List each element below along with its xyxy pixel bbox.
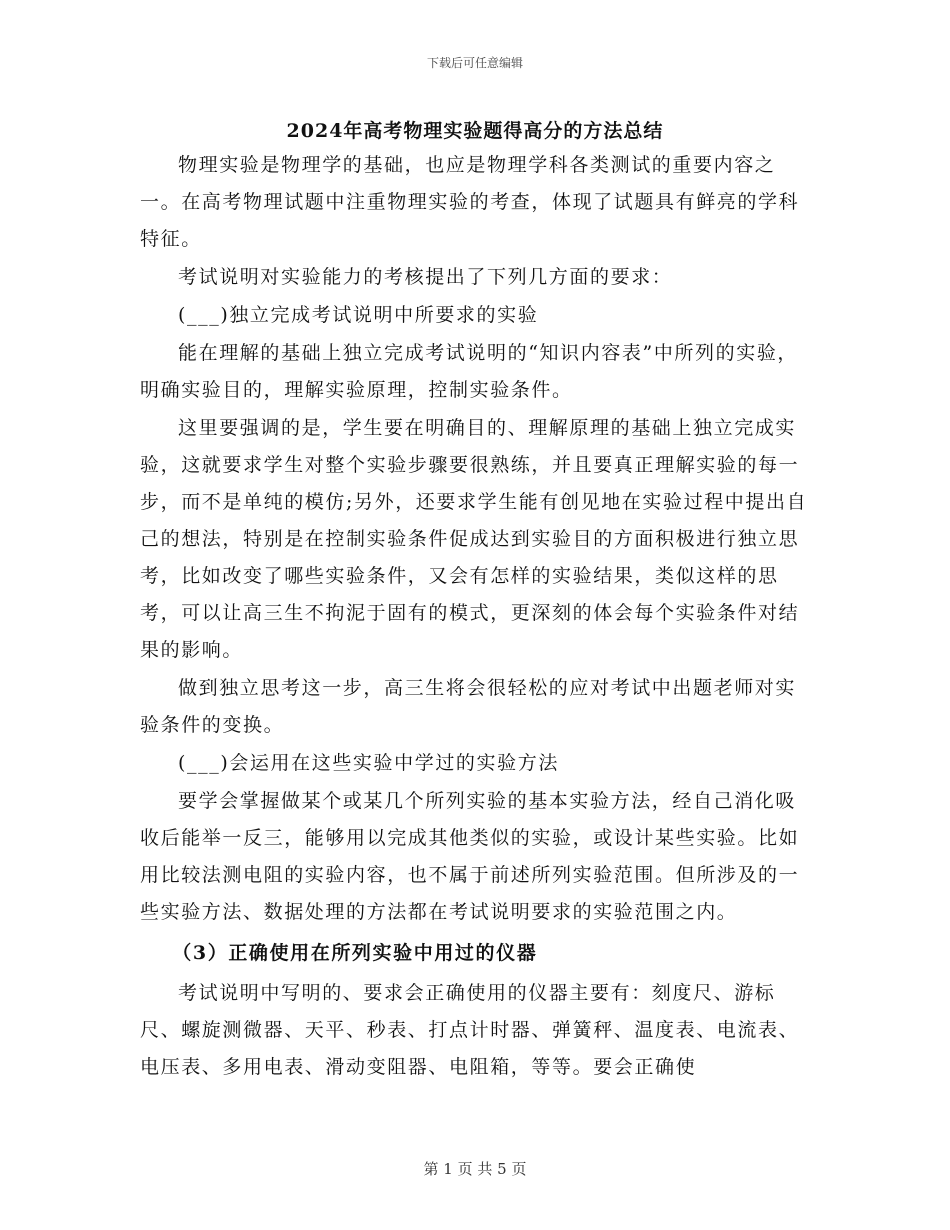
page-title: 2024年高考物理实验题得高分的方法总结	[286, 120, 664, 142]
section-heading-3: （3）正确使用在所列实验中用过的仪器	[172, 942, 538, 964]
section-heading-1: (___)独立完成考试说明中所要求的实验	[178, 304, 539, 326]
paragraph-section-2-body: 要学会掌握做某个或某几个所列实验的基本实验方法，经自己消化吸收后能举一反三，能够用以完成其他类似的实验，或设计某些实验。比如用比较法测电阻的实验内容，也不属于前述所列实验范围。但所涉及的一些实验方法、数据处理的方法都在考试说明要求的实验范围之内。	[140, 790, 800, 923]
document-body	[140, 147, 810, 1087]
section-heading-2: (___)会运用在这些实验中学过的实验方法	[178, 752, 559, 774]
page-number: 第 1 页 共 5 页	[423, 1160, 527, 1178]
paragraph-intro: 物理实验是物理学的基础，也应是物理学科各类测试的重要内容之一。在高考物理试题中注重物理实验的考查，体现了试题具有鲜亮的学科特征。	[140, 154, 800, 250]
paragraph-emphasis: 这里要强调的是，学生要在明确目的、理解原理的基础上独立完成实验，这就要求学生对整个实验步骤要很熟练，并且要真正理解实验的每一步，而不是单纯的模仿;另外，还要求学生能有创见地在实验过程中提出自己的想法，特别是在控制实验条件促成达到实验目的方面积极进行独立思考，比如改变了哪些实验条件，又会有怎样的实验结果，类似这样的思考，可以让高三生不拘泥于固有的模式，更深刻的体会每个实验条件对结果的影响。	[140, 417, 808, 661]
paragraph-requirements-lead: 考试说明对实验能力的考核提出了下列几方面的要求：	[178, 266, 673, 288]
paragraph-section-3-body: 考试说明中写明的、要求会正确使用的仪器主要有：刻度尺、游标尺、螺旋测微器、天平、秒表、打点计时器、弹簧秤、温度表、电流表、电压表、多用电表、滑动变阻器、电阻箱，等等。要会正确使	[140, 982, 800, 1078]
paragraph-independent-thinking: 做到独立思考这一步，高三生将会很轻松的应对考试中出题老师对实验条件的变换。	[140, 677, 797, 736]
paragraph-section-1-body: 能在理解的基础上独立完成考试说明的“知识内容表”中所列的实验，明确实验目的，理解实验原理，控制实验条件。	[140, 342, 799, 401]
header-note: 下载后可任意编辑	[426, 56, 523, 70]
